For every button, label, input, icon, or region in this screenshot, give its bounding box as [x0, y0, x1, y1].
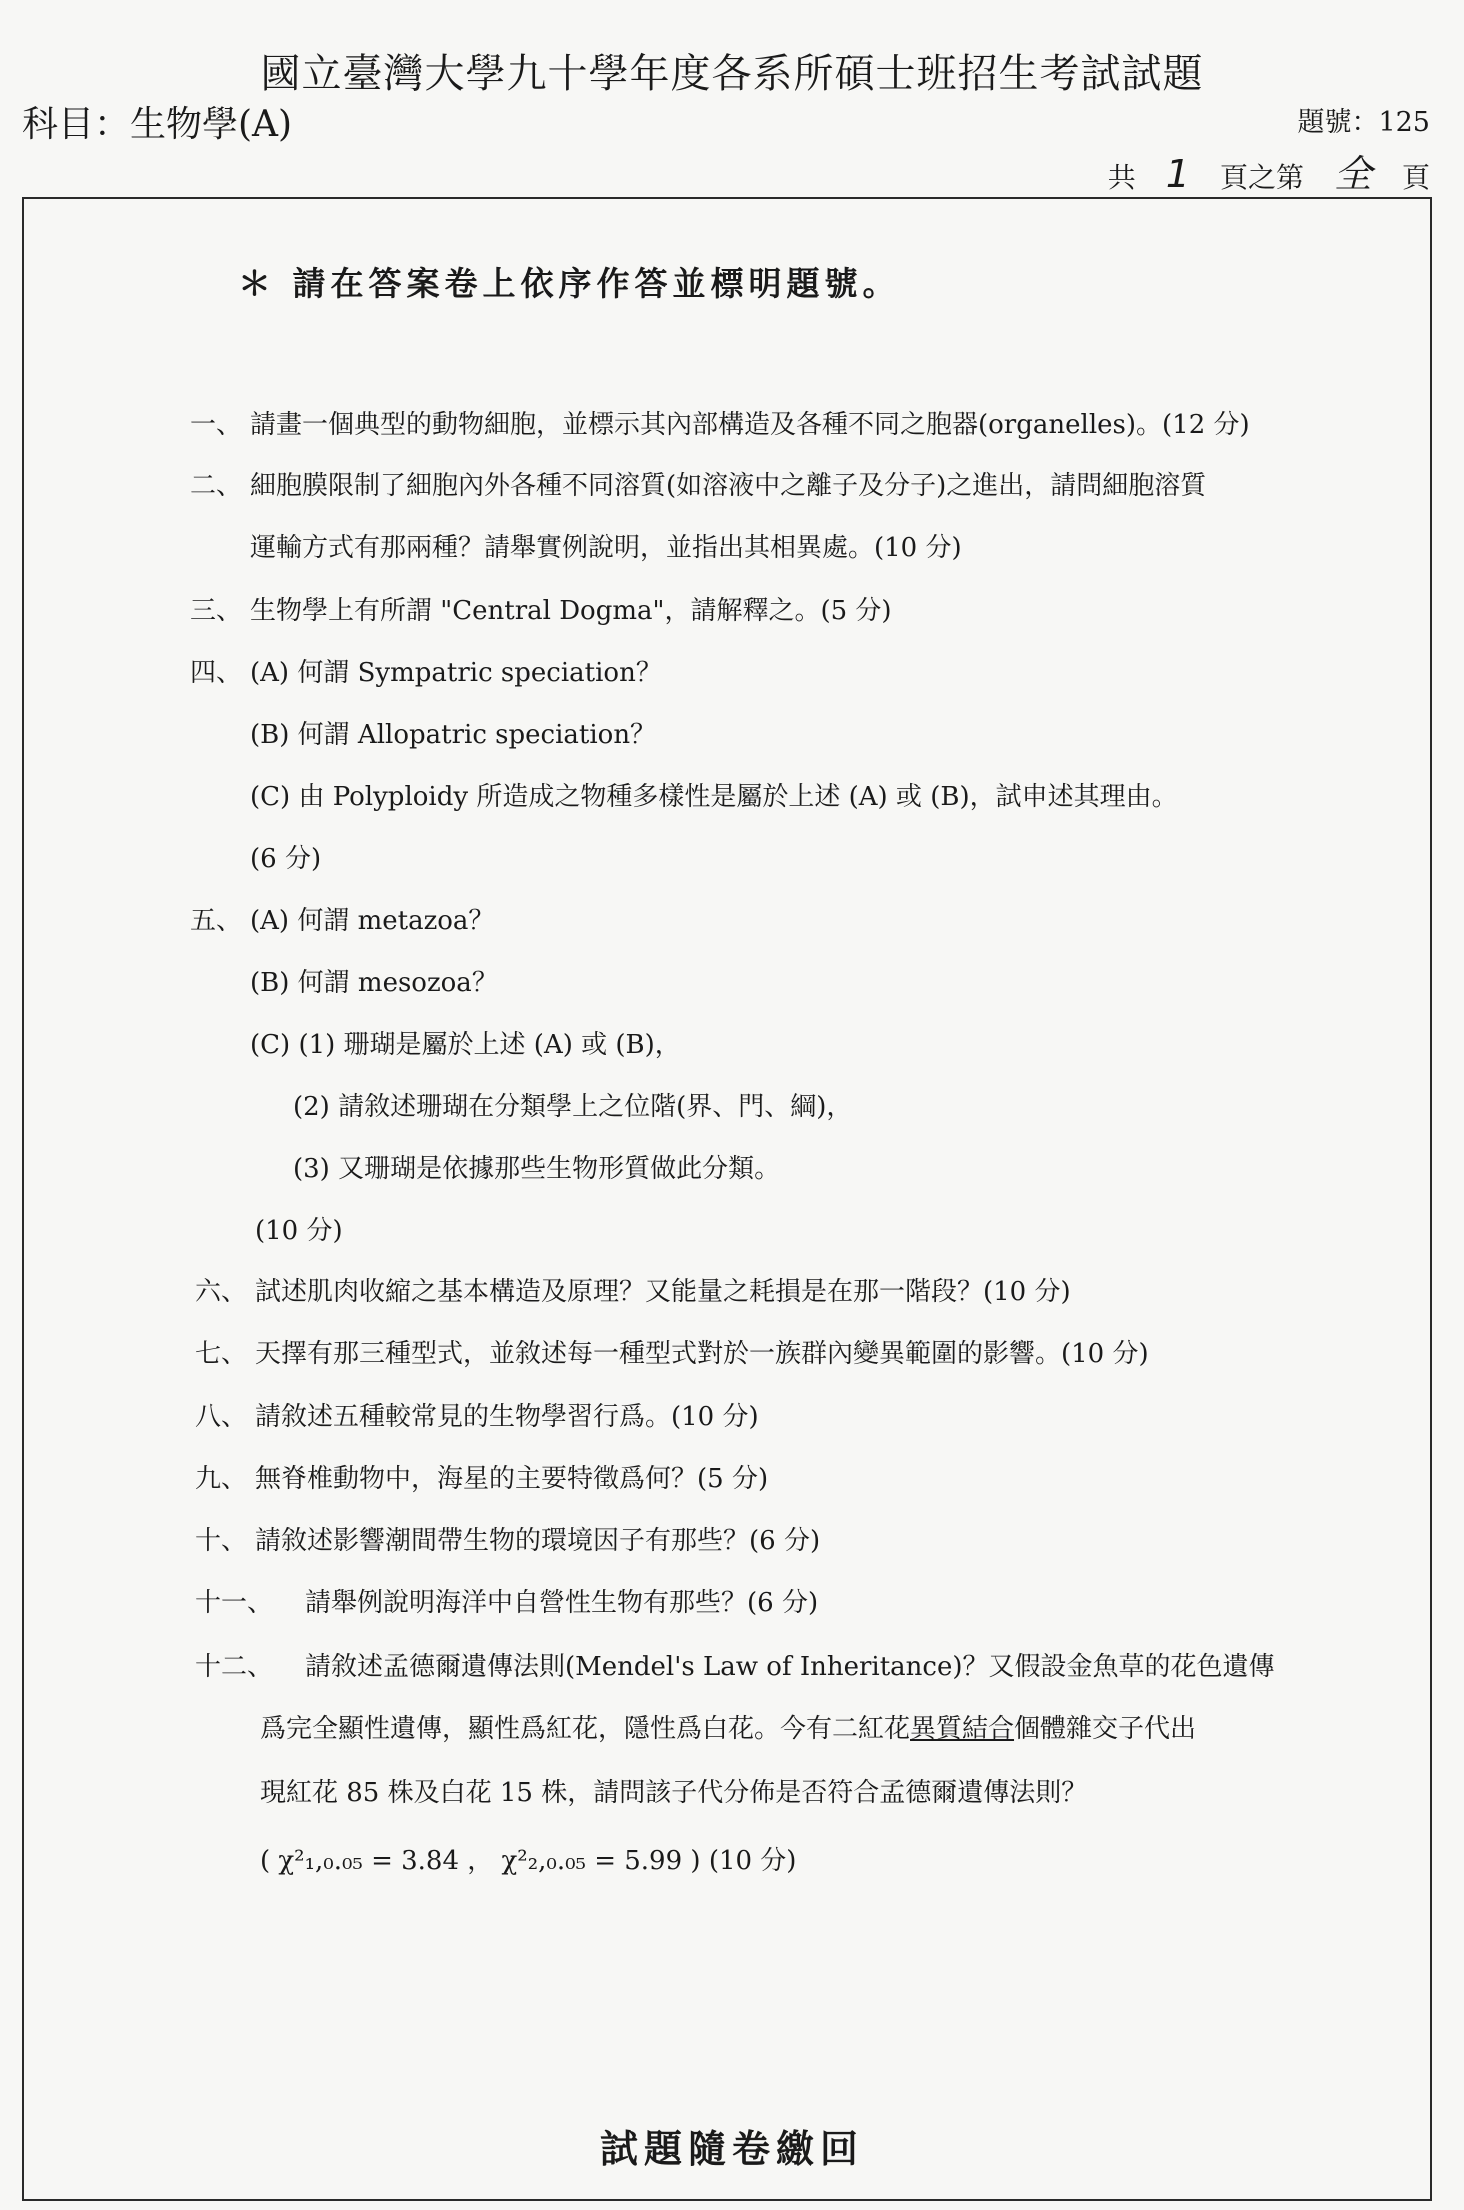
footer-note: 試題隨卷繳回	[599, 2126, 864, 2171]
question-4-b: (B) 何謂 Allopatric speciation？	[250, 720, 657, 750]
question-number-label: 十二、	[195, 1652, 274, 1682]
question-5-score: (10 分)	[255, 1216, 343, 1246]
question-5-a	[190, 900, 494, 937]
question-number-label: 五、	[190, 906, 243, 936]
question-text: 個體雜交子代出	[1014, 1714, 1197, 1744]
question-text: 爲完全顯性遺傳，顯性爲紅花，隱性爲白花。今有二紅花	[260, 1714, 911, 1744]
question-2-line-1	[190, 465, 1206, 502]
question-text: 生物學上有所謂 "Central Dogma"，請解釋之。(5 分)	[250, 596, 892, 626]
underlined-term: 異質結合	[910, 1714, 1015, 1744]
question-text: 請敘述影響潮間帶生物的環境因子有那些？(6 分)	[255, 1526, 821, 1556]
question-3	[190, 590, 892, 627]
question-2-line-2: 運輸方式有那兩種？請舉實例說明，並指出其相異處。(10 分)	[250, 533, 962, 563]
question-number-label: 三、	[190, 596, 243, 626]
question-text: 請舉例說明海洋中自營性生物有那些？(6 分)	[305, 1588, 819, 1618]
question-11	[195, 1582, 818, 1619]
question-4-a	[190, 652, 662, 689]
question-12-line-1	[195, 1646, 1275, 1683]
page-count	[1108, 143, 1430, 198]
question-number-label: 十、	[195, 1526, 248, 1556]
subject-label: 科目：生物學(A)	[22, 104, 293, 145]
question-9	[195, 1458, 768, 1495]
question-text: 請敘述孟德爾遺傳法則(Mendel's Law of Inheritance)？又假設金魚草的花色遺傳	[305, 1652, 1275, 1682]
question-text: 無脊椎動物中，海星的主要特徵爲何？(5 分)	[255, 1464, 769, 1494]
page-mid: 頁之第	[1219, 161, 1304, 194]
question-text: (A) 何謂 metazoa？	[250, 906, 495, 936]
page-suffix: 頁	[1401, 161, 1430, 194]
question-10	[195, 1520, 820, 1557]
question-text: (A) 何謂 Sympatric speciation？	[250, 658, 662, 688]
question-number-label: 四、	[190, 658, 243, 688]
page-current: 全	[1333, 152, 1372, 196]
exam-title: 國立臺灣大學九十學年度各系所碩士班招生考試試題	[260, 51, 1204, 97]
question-4-c: (C) 由 Polyploidy 所造成之物種多樣性是屬於上述 (A) 或 (B)，試申述其理由。	[250, 782, 1178, 812]
page-total: 1	[1165, 152, 1190, 196]
question-5-c2: (2) 請敘述珊瑚在分類學上之位階(界、門、綱)，	[293, 1092, 853, 1122]
question-12-line-2	[260, 1708, 1196, 1745]
question-12-line-4: ( χ²₁,₀.₀₅ = 3.84 ， χ²₂,₀.₀₅ = 5.99 ) (10 分)	[260, 1846, 797, 1876]
question-number-label: 七、	[195, 1339, 248, 1369]
question-5-c1: (C) (1) 珊瑚是屬於上述 (A) 或 (B)，	[250, 1030, 681, 1060]
question-number-label: 一、	[190, 410, 243, 440]
question-5-c3: (3) 又珊瑚是依據那些生物形質做此分類。	[293, 1154, 781, 1184]
question-number-label: 十一、	[195, 1588, 274, 1618]
instruction: ＊ 請在答案卷上依序作答並標明題號。	[238, 264, 901, 303]
question-number-label: 八、	[195, 1402, 248, 1432]
question-12-line-3: 現紅花 85 株及白花 15 株，請問該子代分佈是否符合孟德爾遺傳法則？	[260, 1778, 1088, 1808]
question-4-score: (6 分)	[250, 844, 322, 874]
question-number-label: 二、	[190, 471, 243, 501]
question-7	[195, 1333, 1149, 1370]
question-number: 題號：125	[1297, 107, 1430, 138]
question-5-b: (B) 何謂 mesozoa？	[250, 968, 498, 998]
question-text: 試述肌肉收縮之基本構造及原理？又能量之耗損是在那一階段？(10 分)	[255, 1277, 1071, 1307]
question-text: 請敘述五種較常見的生物學習行爲。(10 分)	[255, 1402, 759, 1432]
question-number-label: 九、	[195, 1464, 248, 1494]
question-text: 細胞膜限制了細胞內外各種不同溶質(如溶液中之離子及分子)之進出，請問細胞溶質	[250, 471, 1207, 501]
question-8	[195, 1396, 759, 1433]
question-number-label: 六、	[195, 1277, 248, 1307]
page-prefix: 共	[1107, 161, 1136, 194]
question-text: 天擇有那三種型式，並敘述每一種型式對於一族群內變異範圍的影響。(10 分)	[255, 1339, 1149, 1369]
question-text: 請畫一個典型的動物細胞，並標示其內部構造及各種不同之胞器(organelles)。(12 分)	[250, 410, 1250, 440]
question-1	[190, 404, 1250, 441]
question-6	[195, 1271, 1071, 1308]
